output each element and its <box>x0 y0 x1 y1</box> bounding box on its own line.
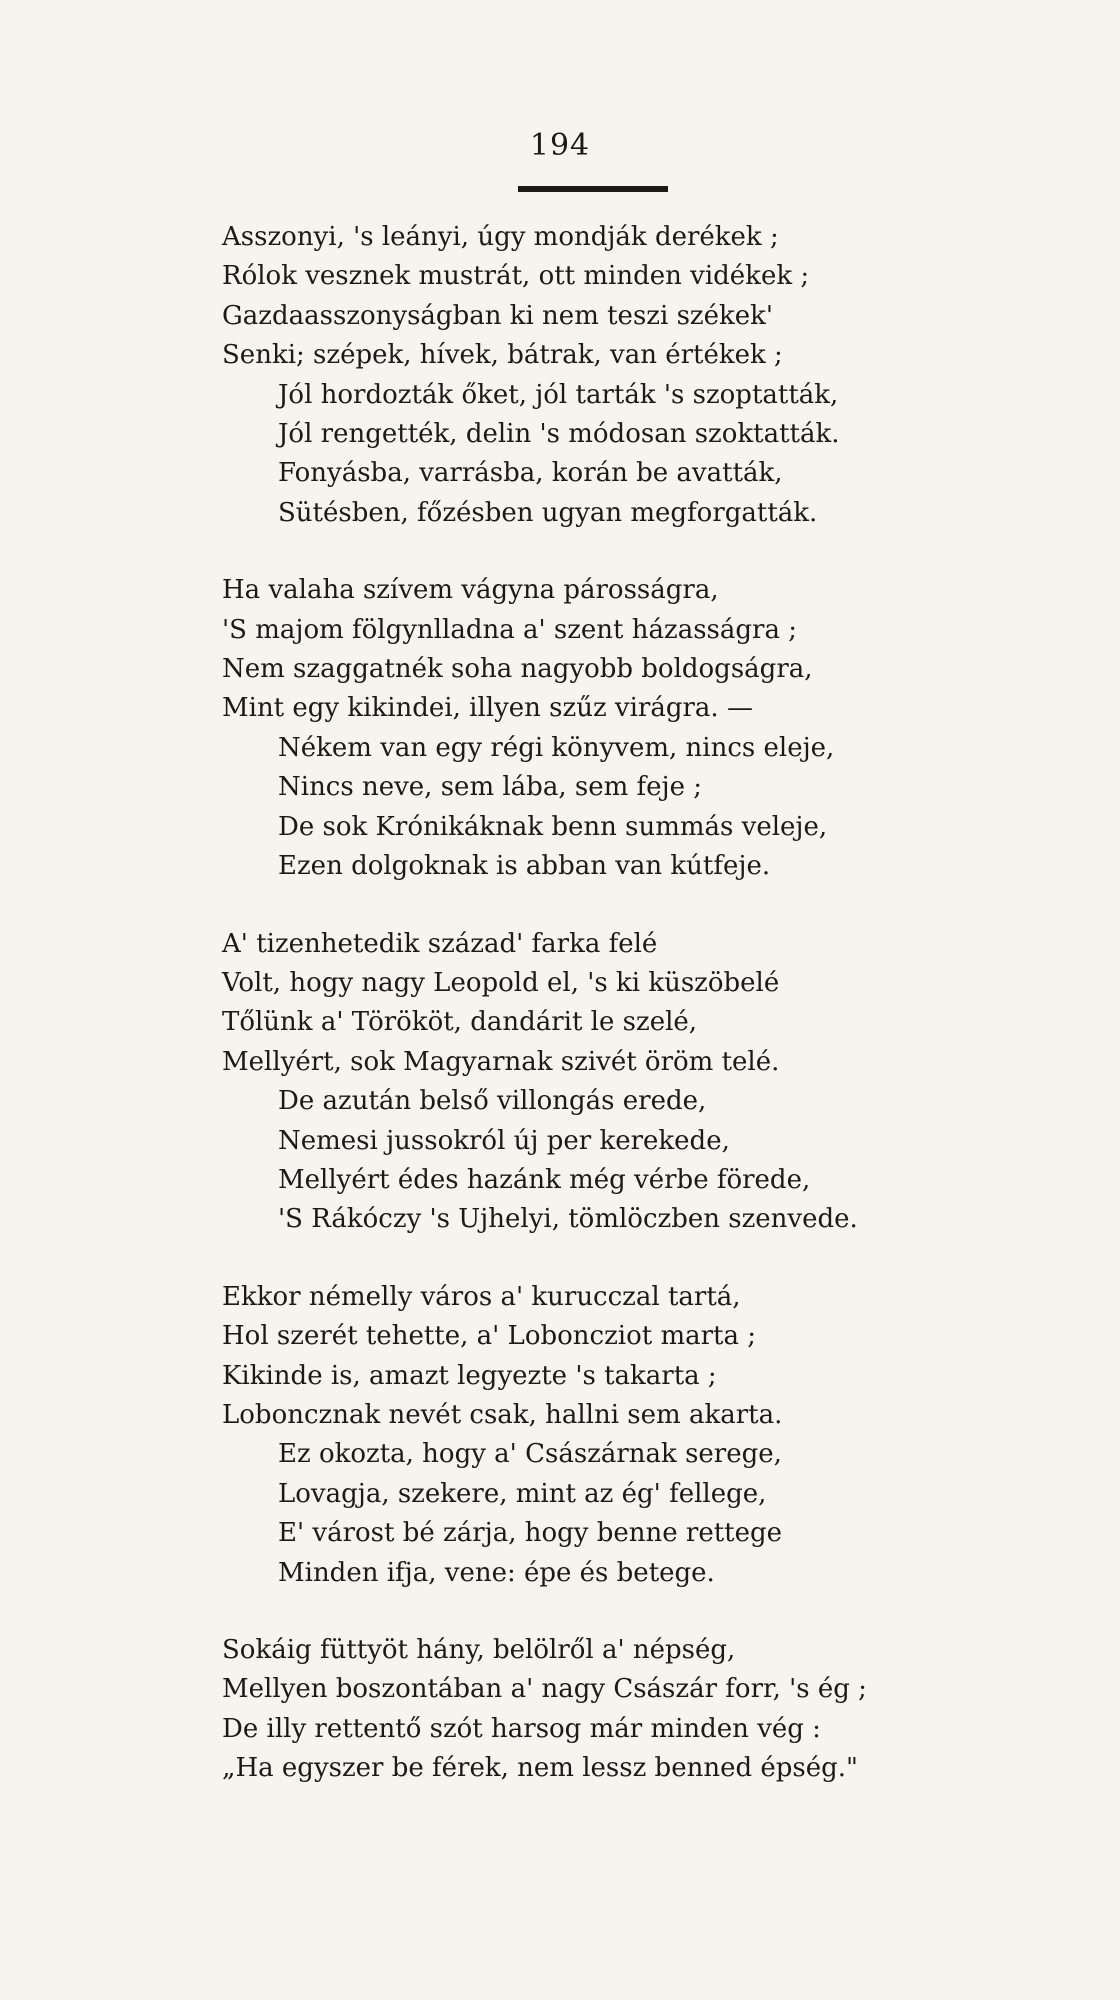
poem-line: De sok Krónikáknak benn summás veleje, <box>278 811 828 842</box>
poem-line: E' várost bé zárja, hogy benne rettege <box>278 1518 783 1549</box>
poem-line: De azután belső villongás erede, <box>278 1086 707 1117</box>
poem-line: Sütésben, főzésben ugyan megforgatták. <box>278 497 818 528</box>
stanza <box>222 1278 1082 1593</box>
header-rule <box>518 186 668 192</box>
poem-line: Ha valaha szívem vágyna párosságra, <box>222 575 719 606</box>
poem-line: Fonyásba, varrásba, korán be avatták, <box>278 458 783 489</box>
poem-line: Ez okozta, hogy a' Császárnak serege, <box>278 1439 782 1470</box>
poem-line: Senki; szépek, hívek, bátrak, van értékek ; <box>222 340 783 371</box>
stanza <box>222 925 1082 1240</box>
poem-line: Mellyért édes hazánk még vérbe förede, <box>278 1164 811 1195</box>
poem-line: Volt, hogy nagy Leopold el, 's ki küszöbelé <box>222 967 780 998</box>
poem-line: Hol szerét tehette, a' Loboncziot marta ; <box>222 1321 757 1352</box>
poem-line: Lovagja, szekere, mint az ég' fellege, <box>278 1478 767 1509</box>
poem-line: 'S Rákóczy 's Ujhelyi, tömlöczben szenvede. <box>278 1204 858 1235</box>
stanza <box>222 1631 1082 1789</box>
poem-line: „Ha egyszer be férek, nem lessz benned épség." <box>222 1753 858 1784</box>
poem-line: Asszonyi, 's leányi, úgy mondják derékek ; <box>222 222 779 252</box>
poem-body <box>222 218 1082 1827</box>
poem-line: Mellyen boszontában a' nagy Császár forr, 's ég ; <box>222 1674 867 1705</box>
poem-line: Nem szaggatnék soha nagyobb boldogságra, <box>222 654 813 685</box>
poem-line: Ekkor némelly város a' kurucczal tartá, <box>222 1281 741 1312</box>
poem-line: Nékem van egy régi könyvem, nincs eleje, <box>278 732 835 763</box>
poem-line: Loboncznak nevét csak, hallni sem akarta. <box>222 1399 783 1430</box>
poem-line: Mellyért, sok Magyarnak szivét öröm telé. <box>222 1046 780 1077</box>
poem-line: Kikinde is, amazt legyezte 's takarta ; <box>222 1360 717 1391</box>
poem-line: Tőlünk a' Törököt, dandárit le szelé, <box>222 1007 698 1038</box>
stanza <box>222 218 1082 533</box>
poem-line: Ezen dolgoknak is abban van kútfeje. <box>278 851 771 882</box>
poem-line: Rólok vesznek mustrát, ott minden vidékek ; <box>222 261 810 292</box>
poem-line: Nincs neve, sem lába, sem feje ; <box>278 772 702 803</box>
poem-line: Nemesi jussokról új per kerekede, <box>278 1125 730 1156</box>
page-number: 194 <box>529 128 591 163</box>
poem-line: Jól rengették, delin 's módosan szoktatták. <box>278 419 840 450</box>
poem-line: 'S majom fölgynlladna a' szent házasságra ; <box>222 614 797 645</box>
poem-line: Minden ifja, vene: épe és betege. <box>278 1557 715 1588</box>
poem-line: A' tizenhetedik század' farka felé <box>222 928 658 959</box>
poem-line: Jól hordozták őket, jól tarták 's szoptatták, <box>278 379 839 410</box>
poem-line: De illy rettentő szót harsog már minden vég : <box>222 1713 821 1744</box>
stanza <box>222 571 1082 886</box>
poem-line: Sokáig füttyöt hány, belölről a' népség, <box>222 1635 736 1665</box>
poem-line: Mint egy kikindei, illyen szűz virágra. — <box>222 693 753 724</box>
poem-line: Gazdaasszonyságban ki nem teszi székek' <box>222 300 774 331</box>
